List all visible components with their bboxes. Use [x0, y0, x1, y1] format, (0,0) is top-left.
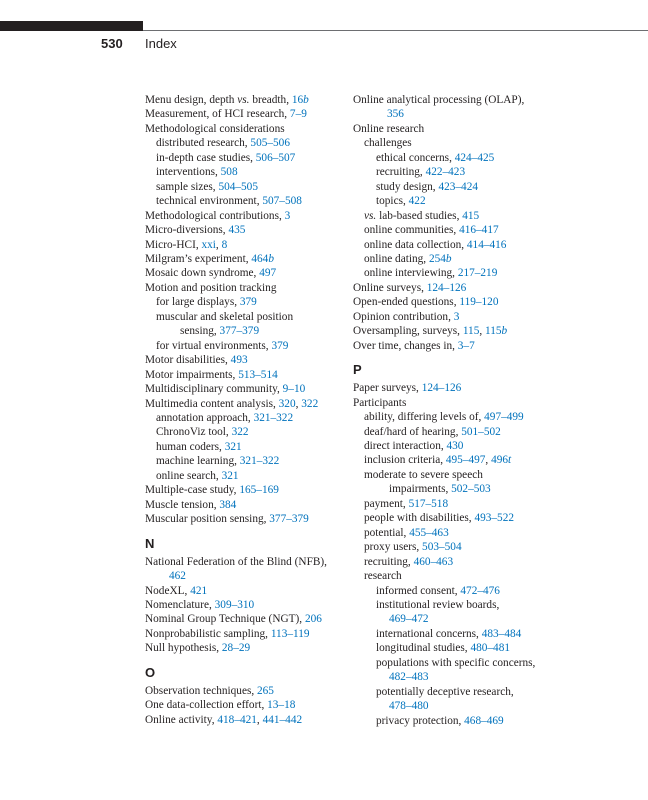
section-letter-n: N: [145, 535, 155, 551]
page-ref[interactable]: 482–483: [389, 671, 429, 684]
index-entry: Multimedia content analysis, 320, 322: [145, 397, 319, 410]
index-subsubentry: ethical concerns, 424–425: [376, 151, 495, 164]
page-ref[interactable]: 495–497: [445, 454, 486, 467]
page-ref[interactable]: 379: [239, 296, 257, 309]
index-entry: Methodological considerations: [145, 122, 285, 135]
index-entry: Nominal Group Technique (NGT), 206: [145, 613, 322, 626]
page-ref[interactable]: 430: [446, 439, 464, 452]
index-entry: Open-ended questions, 119–120: [353, 296, 499, 309]
index-subsubentry: study design, 423–424: [376, 180, 478, 193]
index-entry: Muscular position sensing, 377–379: [145, 513, 309, 526]
index-entry: Mosaic down syndrome, 497: [145, 267, 277, 280]
index-subentry: recruiting, 460–463: [364, 555, 454, 568]
index-entry: Multiple-case study, 165–169: [145, 484, 279, 497]
page-ref[interactable]: 265: [257, 684, 274, 697]
page-ref[interactable]: 497: [259, 267, 277, 280]
page-ref[interactable]: 517–518: [408, 497, 449, 510]
index-entry: Milgram’s experiment, 464b: [145, 252, 274, 265]
index-subsubentry: privacy protection, 468–469: [376, 714, 504, 727]
index-entry: Motor disabilities, 493: [145, 354, 248, 367]
index-entry: One data-collection effort, 13–18: [145, 699, 296, 712]
index-subentry: online data collection, 414–416: [364, 238, 507, 251]
page-ref[interactable]: 501–502: [461, 425, 501, 438]
index-subentry: technical environment, 507–508: [156, 195, 302, 208]
index-subsubentry-continuation: [353, 612, 558, 626]
page-ref[interactable]: 165–169: [239, 484, 279, 497]
page-ref[interactable]: 504–505: [218, 180, 258, 193]
page-ref[interactable]: 384: [219, 498, 237, 511]
index-entry: Motion and position tracking: [145, 281, 277, 294]
index-subentry-continuation: impairments, 502–503: [389, 483, 491, 496]
index-subentry: human coders, 321: [156, 440, 242, 453]
index-subentry: challenges: [364, 137, 412, 150]
page-ref[interactable]: 421: [190, 584, 208, 597]
index-subentry-continuation: sensing, 377–379: [180, 325, 260, 338]
page-ref[interactable]: 124–126: [426, 281, 467, 294]
page-ref[interactable]: 415: [462, 209, 480, 222]
index-column-right: [353, 93, 558, 728]
page-ref[interactable]: 483–484: [481, 627, 522, 640]
page-ref[interactable]: xxi: [201, 238, 216, 251]
index-subsubentry: international concerns, 483–484: [376, 627, 522, 640]
index-subentry: for large displays, 379: [156, 296, 257, 309]
index-entry: Oversampling, surveys, 115, 115b: [353, 325, 508, 338]
index-subsubentry: populations with specific concerns,: [376, 656, 536, 669]
page-ref[interactable]: 506–507: [255, 151, 296, 164]
index-entry: Multidisciplinary community, 9–10: [145, 383, 306, 396]
page-ref[interactable]: 502–503: [451, 483, 491, 496]
index-subentry: sample sizes, 504–505: [156, 180, 258, 193]
page-ref[interactable]: 379: [271, 339, 289, 352]
index-subsubentry-continuation: [353, 699, 558, 713]
page-ref[interactable]: 469–472: [389, 613, 429, 626]
page-ref[interactable]: 493: [230, 354, 248, 367]
page-ref[interactable]: 472–476: [460, 584, 500, 597]
page-ref[interactable]: 321: [224, 440, 242, 453]
index-entry-continuation: [145, 569, 350, 583]
page-ref[interactable]: 309–310: [214, 598, 255, 611]
index-entry: Nomenclature, 309–310: [145, 598, 255, 611]
page-ref[interactable]: 424–425: [454, 151, 495, 164]
page-ref[interactable]: 16b: [291, 94, 309, 106]
page-ref[interactable]: 377–379: [219, 325, 260, 338]
page-ref[interactable]: 455–463: [409, 526, 449, 539]
page-ref[interactable]: 435: [228, 224, 246, 237]
index-subentry: moderate to severe speech: [364, 468, 483, 481]
index-entry: National Federation of the Blind (NFB),: [145, 555, 327, 568]
index-subentry: deaf/hard of hearing, 501–502: [364, 425, 501, 438]
index-entry: Online research: [353, 122, 425, 135]
page-ref[interactable]: 3: [284, 209, 291, 222]
page-ref[interactable]: 460–463: [413, 555, 454, 568]
page-ref[interactable]: 496t: [491, 454, 512, 467]
page-ref[interactable]: 113–119: [270, 627, 310, 640]
page-ref[interactable]: 3–7: [457, 339, 475, 352]
index-subentry: interventions, 508: [156, 166, 238, 179]
page-ref[interactable]: 322: [301, 397, 319, 410]
section-letter-o: O: [145, 664, 156, 680]
index-entry: Over time, changes in, 3–7: [353, 339, 475, 352]
index-entry: Measurement, of HCI research, 7–9: [145, 108, 307, 121]
running-head: Index: [145, 36, 177, 51]
index-entry: Menu design, depth vs. breadth, 16b: [145, 94, 309, 106]
index-column-left: [145, 93, 350, 727]
index-entry: Online activity, 418–421, 441–442: [145, 713, 303, 726]
index-entry: Online surveys, 124–126: [353, 281, 467, 294]
page-ref[interactable]: 8: [221, 238, 228, 251]
page-ref[interactable]: 321: [221, 469, 239, 482]
index-subentry: in-depth case studies, 506–507: [156, 151, 296, 164]
page-ref[interactable]: 3: [453, 310, 460, 323]
index-subentry: distributed research, 505–506: [156, 137, 290, 150]
page-ref[interactable]: 464b: [251, 252, 274, 265]
page-ref[interactable]: 423–424: [438, 180, 478, 193]
index-subentry: ChronoViz tool, 322: [156, 426, 249, 439]
index-entry: Opinion contribution, 3: [353, 310, 460, 323]
index-subsubentry: recruiting, 422–423: [376, 166, 466, 179]
index-subsubentry: potentially deceptive research,: [376, 685, 514, 698]
index-subentry: online search, 321: [156, 469, 239, 482]
page-ref[interactable]: 507–508: [262, 195, 302, 208]
index-subentry: research: [364, 570, 402, 583]
index-entry: Paper surveys, 124–126: [353, 382, 462, 395]
page-ref[interactable]: 513–514: [238, 368, 278, 381]
index-entry: Micro-HCI, xxi, 8: [145, 238, 228, 251]
page-ref[interactable]: 254b: [428, 252, 452, 265]
index-subsubentry: topics, 422: [376, 195, 426, 208]
page-ref[interactable]: 414–416: [466, 238, 507, 251]
page-ref[interactable]: 7–9: [289, 108, 307, 121]
page-ref[interactable]: 480–481: [470, 642, 510, 655]
index-subentry: inclusion criteria, 495–497, 496t: [364, 454, 512, 467]
page-ref[interactable]: 28–29: [221, 642, 251, 655]
page-ref[interactable]: 508: [220, 166, 238, 179]
page-ref[interactable]: 124–126: [421, 382, 462, 395]
index-subentry: online communities, 416–417: [364, 224, 499, 237]
index-subentry: online dating, 254b: [364, 252, 452, 265]
page-ref[interactable]: 422–423: [425, 166, 466, 179]
index-subentry: people with disabilities, 493–522: [364, 512, 514, 525]
index-entry: Null hypothesis, 28–29: [145, 642, 251, 655]
index-entry: Micro-diversions, 435: [145, 224, 246, 237]
index-subentry: proxy users, 503–504: [364, 541, 462, 554]
section-letter-p: P: [353, 362, 362, 378]
index-subentry: annotation approach, 321–322: [156, 411, 294, 424]
page-ref[interactable]: 503–504: [422, 541, 462, 554]
page-ref[interactable]: 320: [278, 397, 296, 410]
index-subentry: potential, 455–463: [364, 526, 449, 539]
header-rule-thick: [0, 21, 143, 31]
page-ref[interactable]: 478–480: [389, 700, 429, 713]
page-ref[interactable]: 119–120: [459, 296, 499, 309]
page-ref[interactable]: 468–469: [464, 714, 504, 727]
page-ref[interactable]: 505–506: [250, 137, 290, 150]
page-ref[interactable]: 493–522: [474, 512, 514, 525]
page-ref[interactable]: 356: [387, 108, 404, 121]
page-ref[interactable]: 422: [408, 195, 426, 208]
page-ref[interactable]: 416–417: [459, 224, 499, 237]
index-entry-continuation: [353, 107, 558, 121]
index-subsubentry: informed consent, 472–476: [376, 584, 500, 597]
page-ref[interactable]: 115: [462, 325, 480, 338]
index-subentry: vs. lab-based studies, 415: [364, 209, 480, 222]
page-ref[interactable]: 441–442: [262, 713, 303, 726]
page-ref[interactable]: 9–10: [282, 383, 306, 396]
index-subentry: direct interaction, 430: [364, 439, 464, 452]
index-subentry: online interviewing, 217–219: [364, 267, 498, 280]
page-ref[interactable]: 115b: [485, 325, 508, 338]
page-ref[interactable]: 377–379: [269, 513, 309, 526]
page-number: 530: [101, 36, 123, 51]
header-rule-thin: [143, 30, 648, 31]
index-entry: Methodological contributions, 3: [145, 209, 291, 222]
index-entry: Observation techniques, 265: [145, 684, 274, 697]
index-subsubentry-continuation: [353, 670, 558, 684]
index-entry: Participants: [353, 396, 407, 409]
page-ref[interactable]: 322: [231, 426, 249, 439]
index-entry: Muscle tension, 384: [145, 498, 237, 511]
index-entry: Motor impairments, 513–514: [145, 368, 278, 381]
page-ref[interactable]: 321–322: [253, 411, 294, 424]
page-ref[interactable]: 13–18: [267, 699, 296, 712]
index-subsubentry: institutional review boards,: [376, 598, 500, 611]
index-subentry: muscular and skeletal position: [156, 310, 294, 323]
page-ref[interactable]: 321–322: [239, 455, 280, 468]
index-entry: Nonprobabilistic sampling, 113–119: [145, 627, 310, 640]
index-entry: NodeXL, 421: [145, 584, 208, 597]
page-ref[interactable]: 206: [304, 613, 322, 626]
page-ref[interactable]: 217–219: [457, 267, 498, 280]
page-ref[interactable]: 462: [169, 570, 186, 583]
index-entry: Online analytical processing (OLAP),: [353, 94, 525, 106]
index-subsubentry: longitudinal studies, 480–481: [376, 642, 510, 655]
index-subentry: for virtual environments, 379: [156, 339, 289, 352]
page-ref[interactable]: 418–421: [217, 713, 257, 726]
index-subentry: ability, differing levels of, 497–499: [364, 411, 524, 424]
index-subentry: payment, 517–518: [364, 497, 449, 510]
page-ref[interactable]: 497–499: [484, 411, 524, 424]
index-subentry: machine learning, 321–322: [156, 455, 280, 468]
